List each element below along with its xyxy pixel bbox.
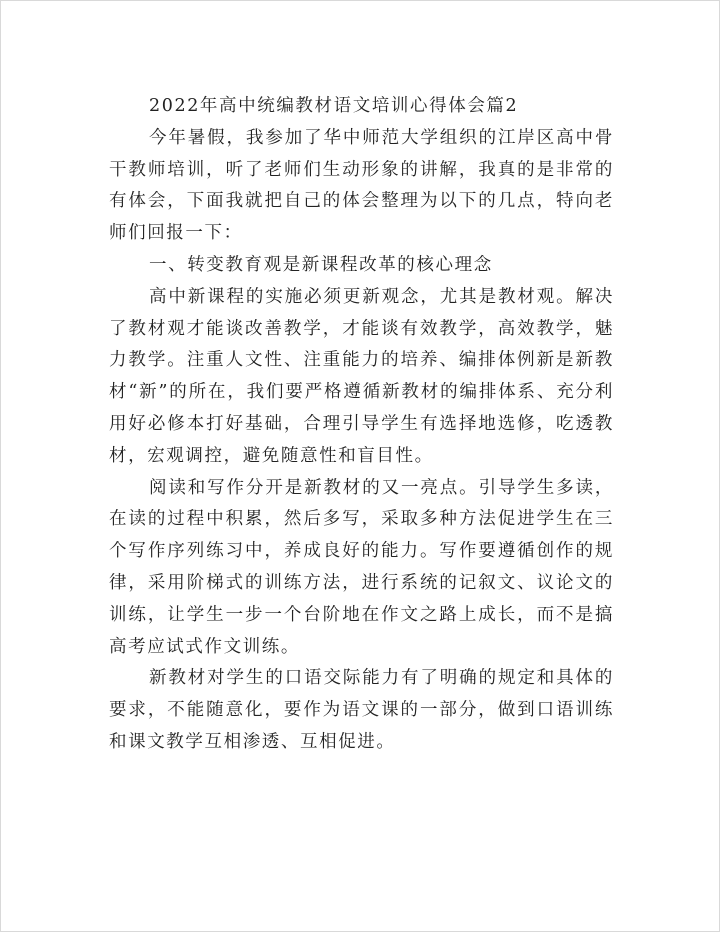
paragraph-intro: 今年暑假，我参加了华中师范大学组织的江岸区高中骨干教师培训，听了老师们生动形象的讲解，我真的是非常的有体会，下面我就把自己的体会整理为以下的几点，特向老师们回报一下： [109, 127, 614, 244]
document-body [109, 91, 614, 759]
paragraph-textbook-view: 高中新课程的实施必须更新观念，尤其是教材观。解决了教材观才能谈改善教学，才能谈有效教学，高效教学，魅力教学。注重人文性、注重能力的培养、编排体例新是新教材“新”的所在，我们要严格遵循新教材的编排体系、充分利用好必修本打好基础，合理引导学生有选择地选修，吃透教材，宏观调控，避免随意性和盲目性。 [109, 286, 614, 466]
paragraph-oral-communication: 新教材对学生的口语交际能力有了明确的规定和具体的要求，不能随意化，要作为语文课的一部分，做到口语训练和课文教学互相渗透、互相促进。 [109, 668, 614, 752]
section-heading-1: 一、转变教育观是新课程改革的核心理念 [149, 254, 493, 275]
paragraph-reading-writing: 阅读和写作分开是新教材的又一亮点。引导学生多读，在读的过程中积累，然后多写，采取多种方法促进学生在三个写作序列练习中，养成良好的能力。写作要遵循创作的规律，采用阶梯式的训练方法，进行系统的记叙文、议论文的训练，让学生一步一个台阶地在作文之路上成长，而不是搞高考应试式作文训练。 [109, 477, 614, 657]
document-title: 2022年高中统编教材语文培训心得体会篇2 [149, 96, 519, 116]
